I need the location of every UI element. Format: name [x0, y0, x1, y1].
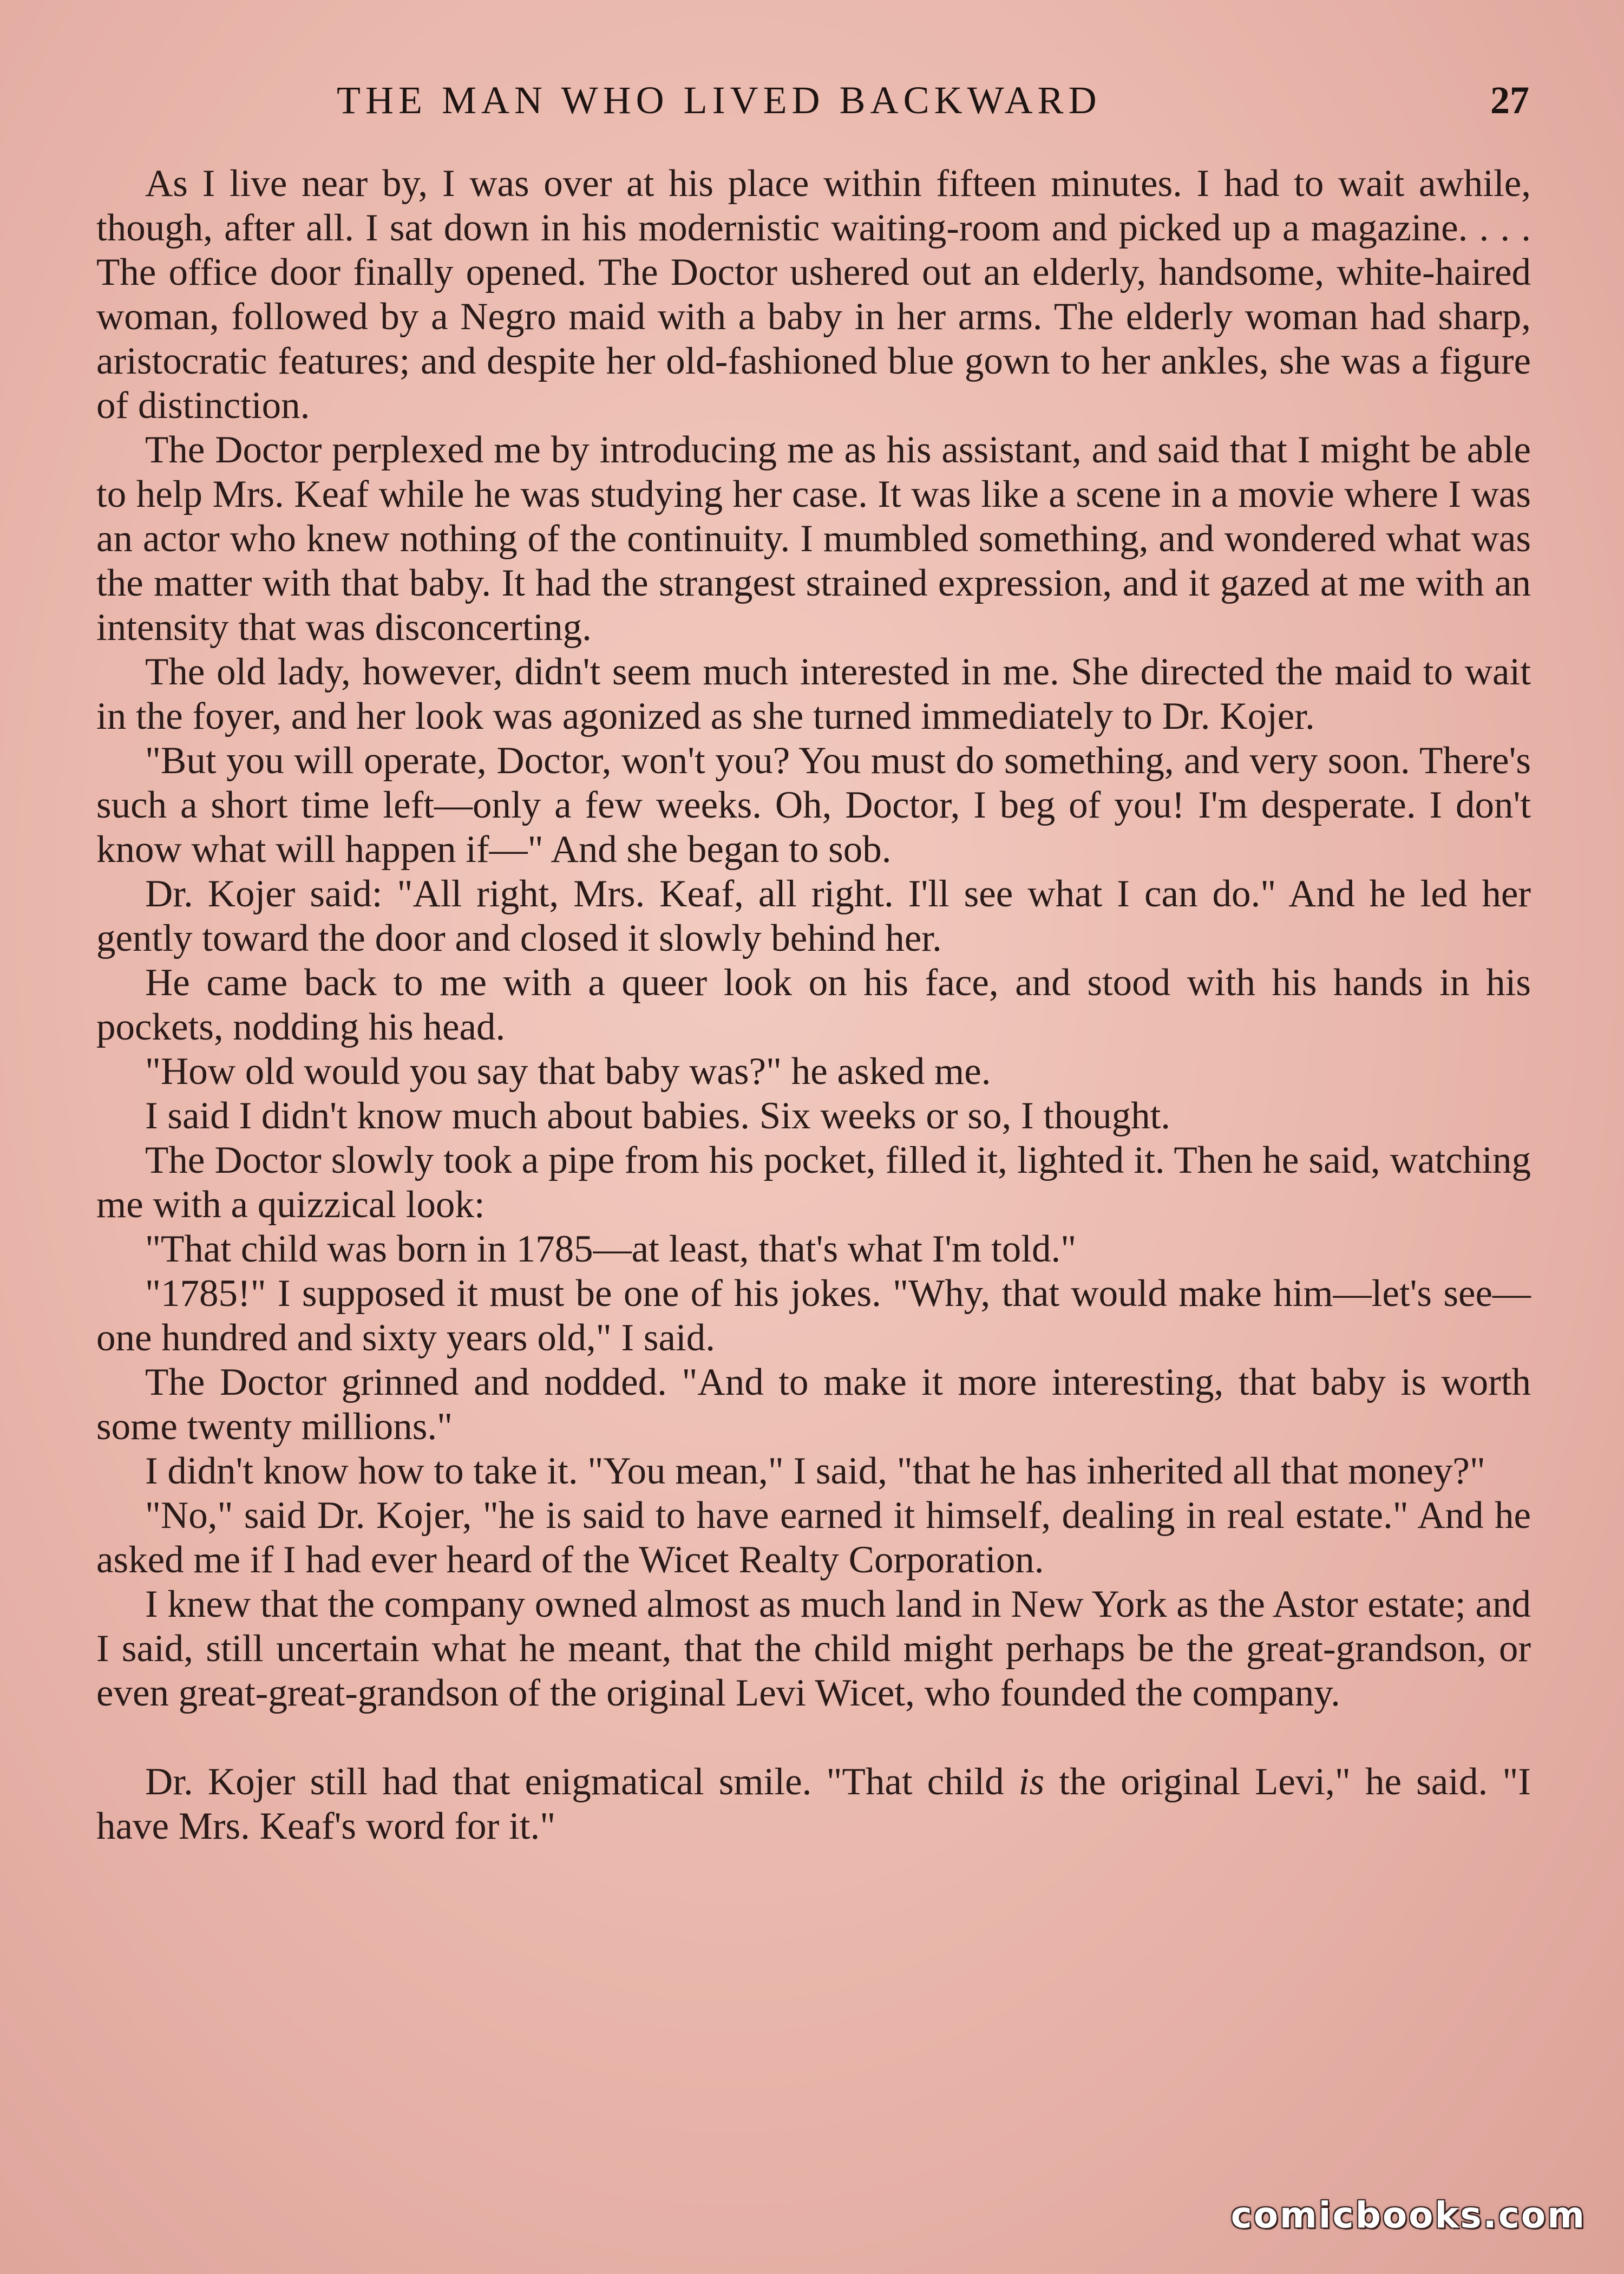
final-text-after: the original Levi," he said. "I have Mrs. Keaf's word for it.": [96, 1761, 1531, 1847]
running-title: THE MAN WHO LIVED BACKWARD: [337, 79, 1102, 122]
watermark: comicbooks.com: [1230, 2194, 1586, 2236]
paragraph-4: "But you will operate, Doctor, won't you? You must do something, and very soon. There's such a short time left—only a few weeks. Oh, Doctor, I beg of you! I'm desperate. I don't know what will happen if—" And she began to sob.: [96, 740, 1531, 871]
paragraph-2: The Doctor perplexed me by introducing me as his assistant, and said that I might be able to help Mrs. Keaf while he was studying her case. It was like a scene in a movie where I was an actor who knew nothing of the continuity. I mumbled something, and wondered what was the matter with that baby. It had the strangest strained expression, and it gazed at me with an intensity that was disconcerting.: [96, 429, 1531, 649]
paragraph-12: The Doctor grinned and nodded. "And to make it more interesting, that baby is worth some twenty millions.": [96, 1361, 1531, 1448]
paragraph-13: I didn't know how to take it. "You mean," I said, "that he has inherited all that money?": [145, 1450, 1485, 1492]
page-number: 27: [1490, 79, 1529, 122]
paragraph-3: The old lady, however, didn't seem much interested in me. She directed the maid to wait in the foyer, and her look was agonized as she turned immediately to Dr. Kojer.: [96, 651, 1531, 737]
paragraph-15: I knew that the company owned almost as much land in New York as the Astor estate; and I said, still uncertain what he meant, that the child might perhaps be the great-grandson, or even great-great-grandson of the original Levi Wicet, who founded the company.: [96, 1583, 1531, 1714]
paragraph-9: The Doctor slowly took a pipe from his pocket, filled it, lighted it. Then he said, watching me with a quizzical look:: [96, 1139, 1531, 1226]
paragraph-6: He came back to me with a queer look on his face, and stood with his hands in his pockets, nodding his head.: [96, 962, 1531, 1048]
final-text-italic: is: [1018, 1761, 1045, 1803]
paragraph-11: "1785!" I supposed it must be one of his jokes. "Why, that would make him—let's see—one hundred and sixty years old," I said.: [96, 1272, 1531, 1359]
paragraph-7: "How old would you say that baby was?" he asked me.: [145, 1050, 991, 1093]
paragraph-10: "That child was born in 1785—at least, that's what I'm told.": [145, 1228, 1077, 1270]
paragraph-5: Dr. Kojer said: "All right, Mrs. Keaf, all right. I'll see what I can do." And he led her gently toward the door and closed it slowly behind her.: [96, 873, 1531, 959]
paragraph-1: As I live near by, I was over at his place within fifteen minutes. I had to wait awhile, though, after all. I sat down in his modernistic waiting-room and picked up a magazine. . . . The office door finally opened. The Doctor ushered out an elderly, handsome, white-haired woman, followed by a Negro maid with a baby in her arms. The elderly woman had sharp, aristocratic features; and despite her old-fashioned blue gown to her ankles, she was a figure of distinction.: [96, 162, 1531, 427]
final-text-before: Dr. Kojer still had that enigmatical smile. "That child: [145, 1761, 1019, 1803]
body-text: [96, 161, 1531, 1848]
paragraph-final: [96, 1760, 1531, 1848]
paragraph-14: "No," said Dr. Kojer, "he is said to have earned it himself, dealing in real estate." And he asked me if I had ever heard of the Wicet Realty Corporation.: [96, 1494, 1531, 1581]
running-head: [97, 70, 1529, 130]
paragraph-8: I said I didn't know much about babies. Six weeks or so, I thought.: [145, 1095, 1171, 1137]
